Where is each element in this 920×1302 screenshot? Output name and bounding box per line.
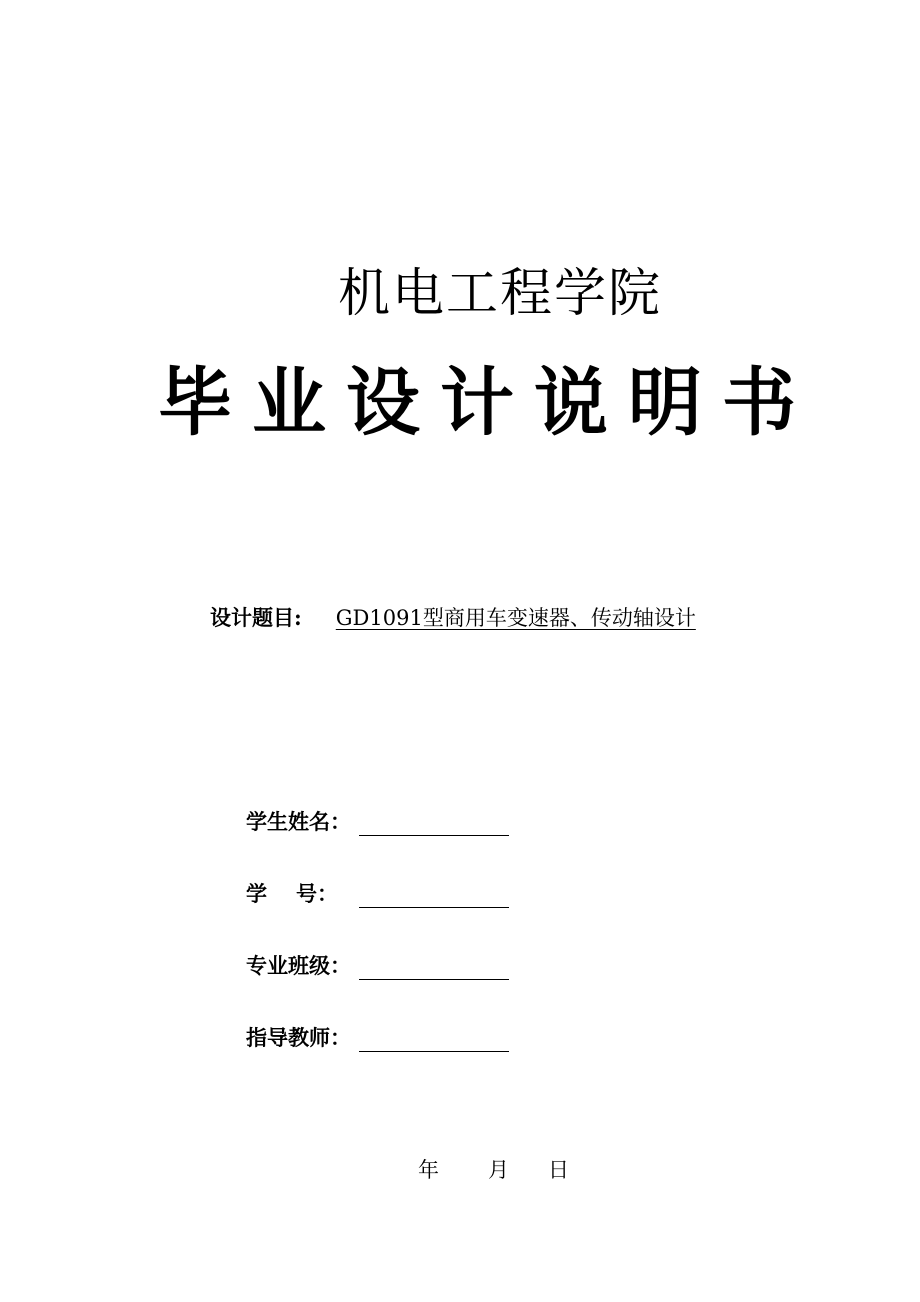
- date-year: 年: [418, 1158, 439, 1182]
- advisor-field: [246, 1024, 509, 1052]
- student-id-label: [246, 880, 359, 908]
- major-class-blank[interactable]: [359, 957, 509, 980]
- date-day: 日: [548, 1158, 569, 1182]
- student-name-label: 学生姓名：: [246, 809, 351, 834]
- date-month: 月: [488, 1158, 509, 1182]
- design-topic: [210, 604, 696, 632]
- advisor-label: 指导教师：: [246, 1025, 351, 1050]
- college-name: 机电工程学院: [337, 264, 662, 324]
- topic-value: GD1091型商用车变速器、传动轴设计: [335, 606, 696, 630]
- topic-label: 设计题目:: [210, 605, 302, 630]
- document-title: 毕业设计说明书: [158, 360, 816, 446]
- student-name-blank[interactable]: [359, 813, 509, 836]
- student-id-blank[interactable]: [359, 885, 509, 908]
- student-id-label-part1: 学: [246, 881, 267, 906]
- student-id-field: [246, 880, 509, 908]
- date-line: [418, 1156, 569, 1184]
- student-name-field: [246, 808, 509, 836]
- major-class-label: 专业班级：: [246, 953, 351, 978]
- student-id-label-part2: 号：: [296, 881, 338, 906]
- major-class-field: [246, 952, 509, 980]
- advisor-blank[interactable]: [359, 1029, 509, 1052]
